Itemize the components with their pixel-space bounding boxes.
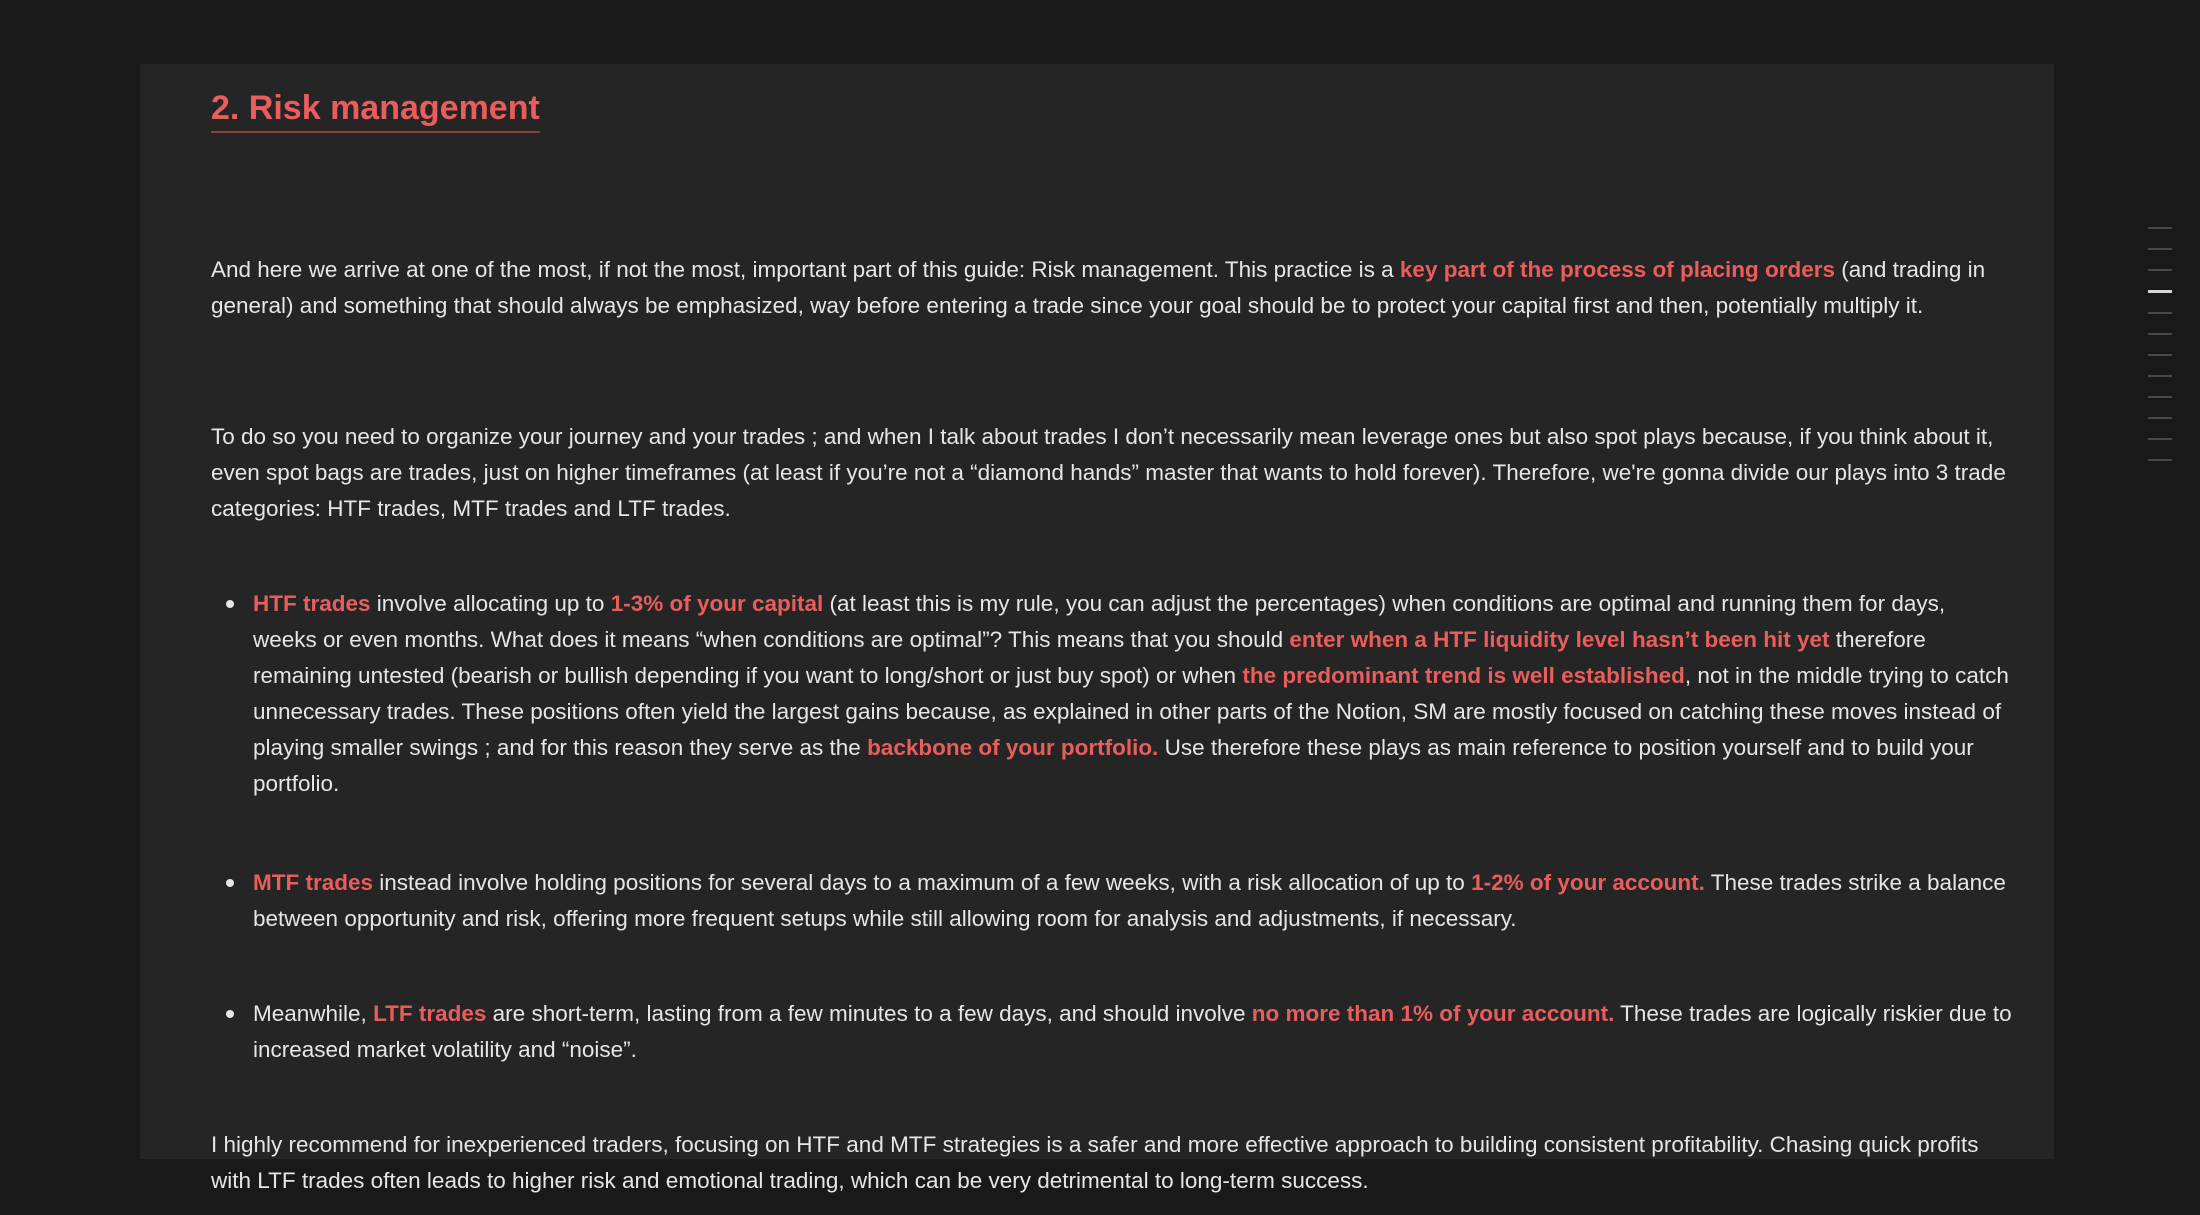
document-page	[140, 64, 2054, 1193]
text-span: These trades strike a balance between opportunity and risk, offering more frequent setups while still allowing room for analysis and adjustments, if necessary.	[253, 870, 2006, 931]
text-span: And here we arrive at one of the most, if not the most, important part of this guide: Risk management. This practice is a	[211, 257, 1400, 282]
toc-tick[interactable]	[2148, 417, 2172, 419]
bullet-dot-icon	[226, 1010, 234, 1018]
bullet-dot-icon	[226, 600, 234, 608]
toc-tick[interactable]	[2148, 312, 2172, 314]
toc-tick[interactable]	[2148, 248, 2172, 250]
list-item-mtf	[211, 865, 2011, 937]
highlight-span: 1-2% of your account.	[1471, 870, 1705, 895]
highlight-span: the predominant trend is well established	[1242, 663, 1685, 688]
intro-paragraph	[211, 252, 2011, 324]
toc-tick[interactable]	[2148, 290, 2172, 293]
toc-tick[interactable]	[2148, 333, 2172, 335]
text-span: instead involve holding positions for several days to a maximum of a few weeks, with a risk allocation of up to	[373, 870, 1472, 895]
list-item-text	[253, 586, 2013, 802]
highlight-span: enter when a HTF liquidity level hasn’t been hit yet	[1289, 627, 1830, 652]
list-item-text	[253, 865, 2013, 937]
text-span: (and trading in general) and something that should always be emphasized, way before entering a trade since your goal should be to protect your capital first and then, potentially multiply it.	[211, 257, 1986, 318]
text-span: , not in the middle trying to catch unnecessary trades. These positions often yield the largest gains because, as explained in other parts of the Notion, SM are mostly focused on catching these moves instead of playing smaller swings ; and for this reason they serve as the	[253, 663, 2009, 760]
highlight-span: backbone of your portfolio.	[867, 735, 1159, 760]
highlight-span: key part of the process of placing orders	[1399, 257, 1836, 282]
highlight-span: LTF trades	[373, 1001, 487, 1026]
recommendation-paragraph: I highly recommend for inexperienced traders, focusing on HTF and MTF strategies is a safer and more effective approach to building consistent profitability. Chasing quick profits with LTF trades often leads to higher risk and emotional trading, which can be very detrimental to long-term success.	[211, 1132, 1979, 1193]
highlight-span: 1-3% of your capital	[610, 591, 824, 616]
toc-tick[interactable]	[2148, 396, 2172, 398]
toc-tick[interactable]	[2148, 438, 2172, 440]
text-span: Meanwhile,	[253, 1001, 374, 1026]
text-span: (at least this is my rule, you can adjust the percentages) when conditions are optimal and running them for days, weeks or even months. What does it means “when conditions are optimal”? This means that you should	[253, 591, 1946, 652]
highlight-span: no more than 1% of your account.	[1251, 1001, 1615, 1026]
list-item-htf	[211, 586, 2011, 802]
list-item-text	[253, 996, 2013, 1068]
toc-tick[interactable]	[2148, 227, 2172, 229]
toc-tick[interactable]	[2148, 375, 2172, 377]
text-span: These trades are logically riskier due to increased market volatility and “noise”.	[253, 1001, 2012, 1062]
section-heading[interactable]: 2. Risk management	[211, 86, 540, 133]
table-of-contents-minimap[interactable]	[2148, 227, 2172, 480]
text-span: are short-term, lasting from a few minutes to a few days, and should involve	[486, 1001, 1252, 1026]
toc-tick[interactable]	[2148, 354, 2172, 356]
text-span: involve allocating up to	[370, 591, 611, 616]
text-span: Use therefore these plays as main reference to position yourself and to build your portfolio.	[253, 735, 1974, 796]
toc-tick[interactable]	[2148, 459, 2172, 461]
bullet-dot-icon	[226, 879, 234, 887]
list-item-ltf	[211, 996, 2011, 1068]
highlight-span: HTF trades	[253, 591, 371, 616]
highlight-span: MTF trades	[253, 870, 374, 895]
toc-tick[interactable]	[2148, 269, 2172, 271]
text-span: therefore remaining untested (bearish or bullish depending if you want to long/short or just buy spot) or when	[253, 627, 1926, 688]
categories-paragraph: To do so you need to organize your journey and your trades ; and when I talk about trades I don’t necessarily mean leverage ones but also spot plays because, if you think about it, even spot bags are trades, just on higher timeframes (at least if you’re not a “diamond hands” master that wants to hold forever). Therefore, we're gonna divide our plays into 3 trade categories: HTF trades, MTF trades and LTF trades.	[211, 424, 2006, 521]
